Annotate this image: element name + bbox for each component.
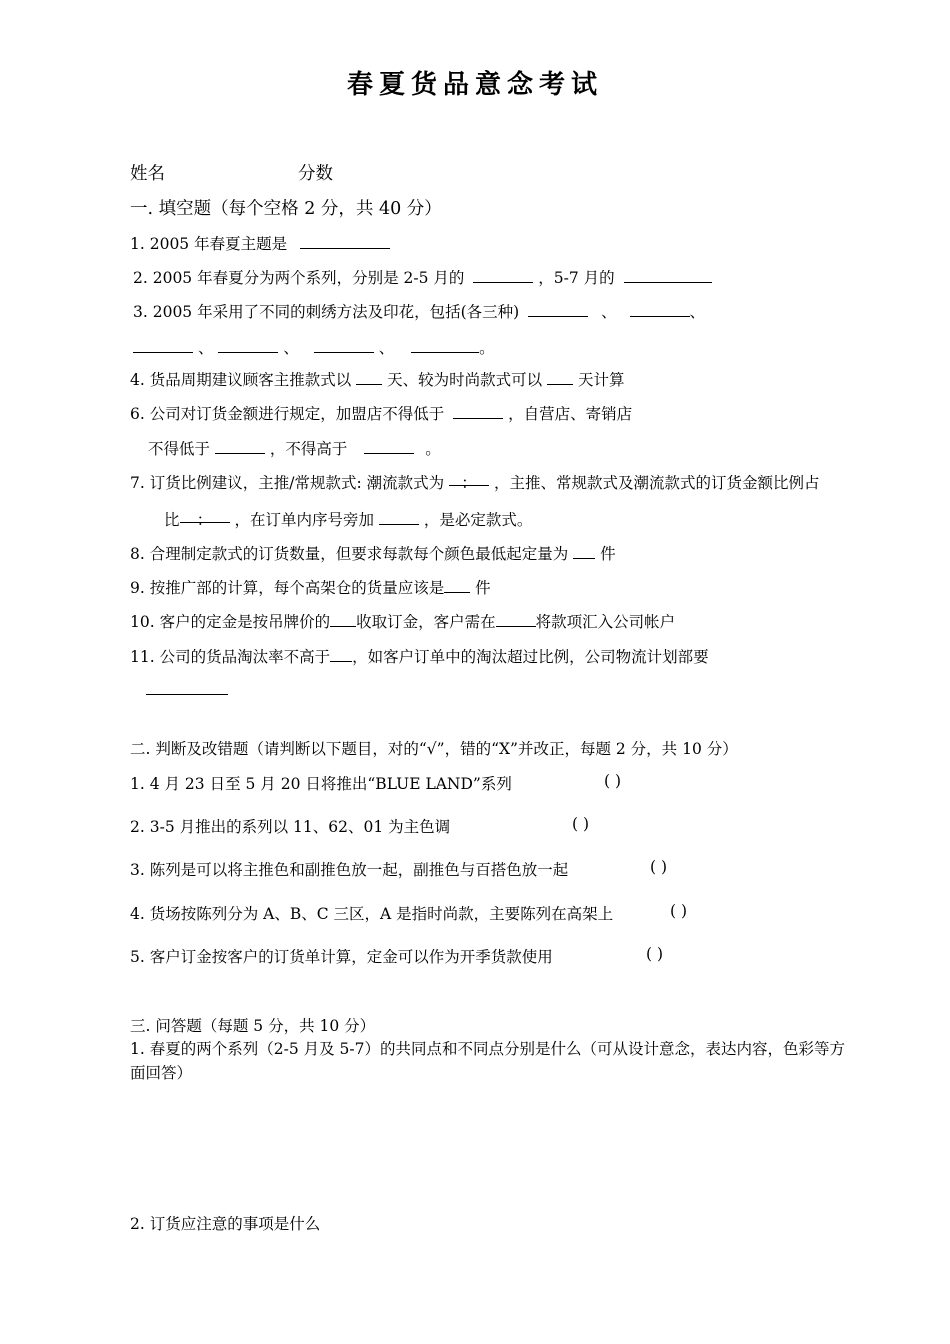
q9-text-a: 9. 按推广部的计算，每个高架仓的货量应该是: [130, 579, 445, 597]
essay-question-1: 1. 春夏的两个系列（2-5 月及 5-7）的共同点和不同点分别是什么（可从设计意念，表达内容，色彩等方面回答）: [130, 1040, 845, 1082]
q3-blank-5[interactable]: [314, 338, 374, 353]
q2-text-b: ，5-7 月的: [538, 269, 615, 287]
q11-blank-2[interactable]: [146, 680, 228, 695]
q11-text-b: ，如客户订单中的淘汰超过比例，公司物流计划部要: [352, 648, 709, 666]
name-label: 姓名: [130, 164, 165, 184]
q7-blank-2[interactable]: [180, 508, 230, 529]
judge-answer-3[interactable]: ( ): [650, 858, 668, 876]
q6-text-a: 6. 公司对订货金额进行规定，加盟店不得低于: [130, 405, 445, 423]
judge-item-3: 3. 陈列是可以将主推色和副推色放一起，副推色与百搭色放一起: [130, 861, 569, 879]
q7-text-c: 比: [164, 511, 180, 529]
q6-blank-2[interactable]: [215, 439, 265, 454]
q3-blank-3[interactable]: [133, 338, 193, 353]
q7-colon-2: ：: [196, 511, 213, 529]
q3-sep-3: 、: [197, 339, 214, 357]
q3-blank-6[interactable]: [411, 338, 479, 353]
essay-question-2: 2. 订货应注意的事项是什么: [130, 1215, 321, 1233]
section3-heading: 三. 问答题（每题 5 分，共 10 分）: [130, 1017, 376, 1035]
question-1-8: [130, 542, 616, 564]
q4-text-c: 天计算: [577, 371, 625, 389]
q6-blank-3[interactable]: [364, 439, 414, 454]
q7-blank-1[interactable]: [449, 471, 489, 492]
q3-sep-4: 、: [283, 339, 299, 357]
q7-text-a: 7. 订货比例建议，主推/常规款式: 潮流款式为: [130, 474, 445, 492]
q2-blank-1[interactable]: [473, 268, 533, 283]
q8-text-b: 件: [600, 545, 616, 563]
question-1-11-cont: [146, 680, 228, 699]
q6-text-b: ，自营店、寄销店: [508, 405, 633, 423]
judge-answer-2[interactable]: ( ): [572, 815, 590, 833]
question-1-9: [130, 576, 491, 598]
question-1-10: [130, 610, 675, 632]
q6-text-e: 。: [425, 440, 441, 458]
q10-text-b: 收取订金，客户需在: [356, 613, 496, 631]
section2-heading: 二. 判断及改错题（请判断以下题目，对的“√”，错的“X”并改正，每题 2 分，共 10 分）: [130, 740, 738, 758]
q3-blank-4[interactable]: [218, 338, 278, 353]
q4-blank-1[interactable]: [356, 370, 382, 385]
q4-text-b: 天、较为时尚款式可以: [387, 371, 543, 389]
q10-blank-2[interactable]: [496, 612, 536, 627]
q4-text-a: 4. 货品周期建议顾客主推款式以: [130, 371, 352, 389]
score-label: 分数: [298, 164, 333, 184]
page-title: 春夏货品意念考试: [346, 70, 603, 100]
q10-text-c: 将款项汇入公司帐户: [535, 613, 676, 631]
question-1-6: [130, 402, 632, 424]
judge-answer-4[interactable]: ( ): [670, 902, 688, 920]
q3-sep-1: 、: [601, 303, 617, 321]
q1-blank[interactable]: [300, 234, 390, 249]
q6-text-d: ，不得高于: [269, 440, 348, 458]
question-1-7-cont: [164, 508, 532, 530]
q10-blank-1[interactable]: [330, 612, 356, 627]
judge-item-5: 5. 客户订金按客户的订货单计算，定金可以作为开季货款使用: [130, 948, 553, 966]
q3-blank-1[interactable]: [528, 302, 588, 317]
q9-blank[interactable]: [444, 578, 470, 593]
q3-sep-5: 、: [378, 339, 395, 357]
q2-text-a: 2. 2005 年春夏分为两个系列，分别是 2-5 月的: [133, 269, 465, 287]
question-1-3-cont: [133, 336, 495, 358]
judge-item-4: 4. 货场按陈列分为 A、B、C 三区，A 是指时尚款，主要陈列在高架上: [130, 905, 614, 923]
q3-sep-2: 、: [689, 303, 706, 321]
q7-text-d: ，在订单内序号旁加: [234, 511, 374, 529]
q7-blank-3[interactable]: [379, 510, 419, 525]
question-1-6-cont: [148, 437, 441, 459]
q11-blank-1[interactable]: [330, 647, 352, 662]
question-1-7: [130, 471, 819, 493]
section1-heading: 一. 填空题（每个空格 2 分，共 40 分）: [130, 199, 442, 219]
q8-text-a: 8. 合理制定款式的订货数量，但要求每款每个颜色最低起定量为: [130, 545, 569, 563]
q1-text: 1. 2005 年春夏主题是: [130, 235, 288, 253]
q4-blank-2[interactable]: [547, 370, 573, 385]
q9-text-b: 件: [475, 579, 491, 597]
q3-blank-2[interactable]: [630, 302, 690, 317]
question-1-2: [133, 266, 712, 288]
q7-text-e: ，是必定款式。: [423, 511, 533, 529]
q8-blank[interactable]: [573, 544, 595, 559]
judge-item-2: 2. 3-5 月推出的系列以 11、62、01 为主色调: [130, 818, 451, 836]
question-1-11: [130, 645, 709, 667]
q7-text-b: ，主推、常规款式及潮流款式的订货金额比例占: [493, 474, 820, 492]
judge-answer-1[interactable]: ( ): [604, 772, 622, 790]
question-1-1: [130, 232, 390, 254]
question-1-3: [133, 300, 705, 322]
q11-text-a: 11. 公司的货品淘汰率不高于: [130, 648, 331, 666]
judge-item-1: 1. 4 月 23 日至 5 月 20 日将推出“BLUE LAND”系列: [130, 775, 512, 793]
q6-blank-1[interactable]: [453, 404, 503, 419]
q3-end: 。: [479, 339, 495, 357]
judge-answer-5[interactable]: ( ): [646, 945, 664, 963]
question-1-4: [130, 368, 625, 390]
q10-text-a: 10. 客户的定金是按吊牌价的: [130, 613, 331, 631]
q2-blank-2[interactable]: [624, 268, 712, 283]
q7-colon-1: ：: [461, 474, 477, 492]
q6-text-c: 不得低于: [148, 440, 211, 458]
q3-text-a: 3. 2005 年采用了不同的刺绣方法及印花，包括(各三种): [133, 303, 520, 321]
